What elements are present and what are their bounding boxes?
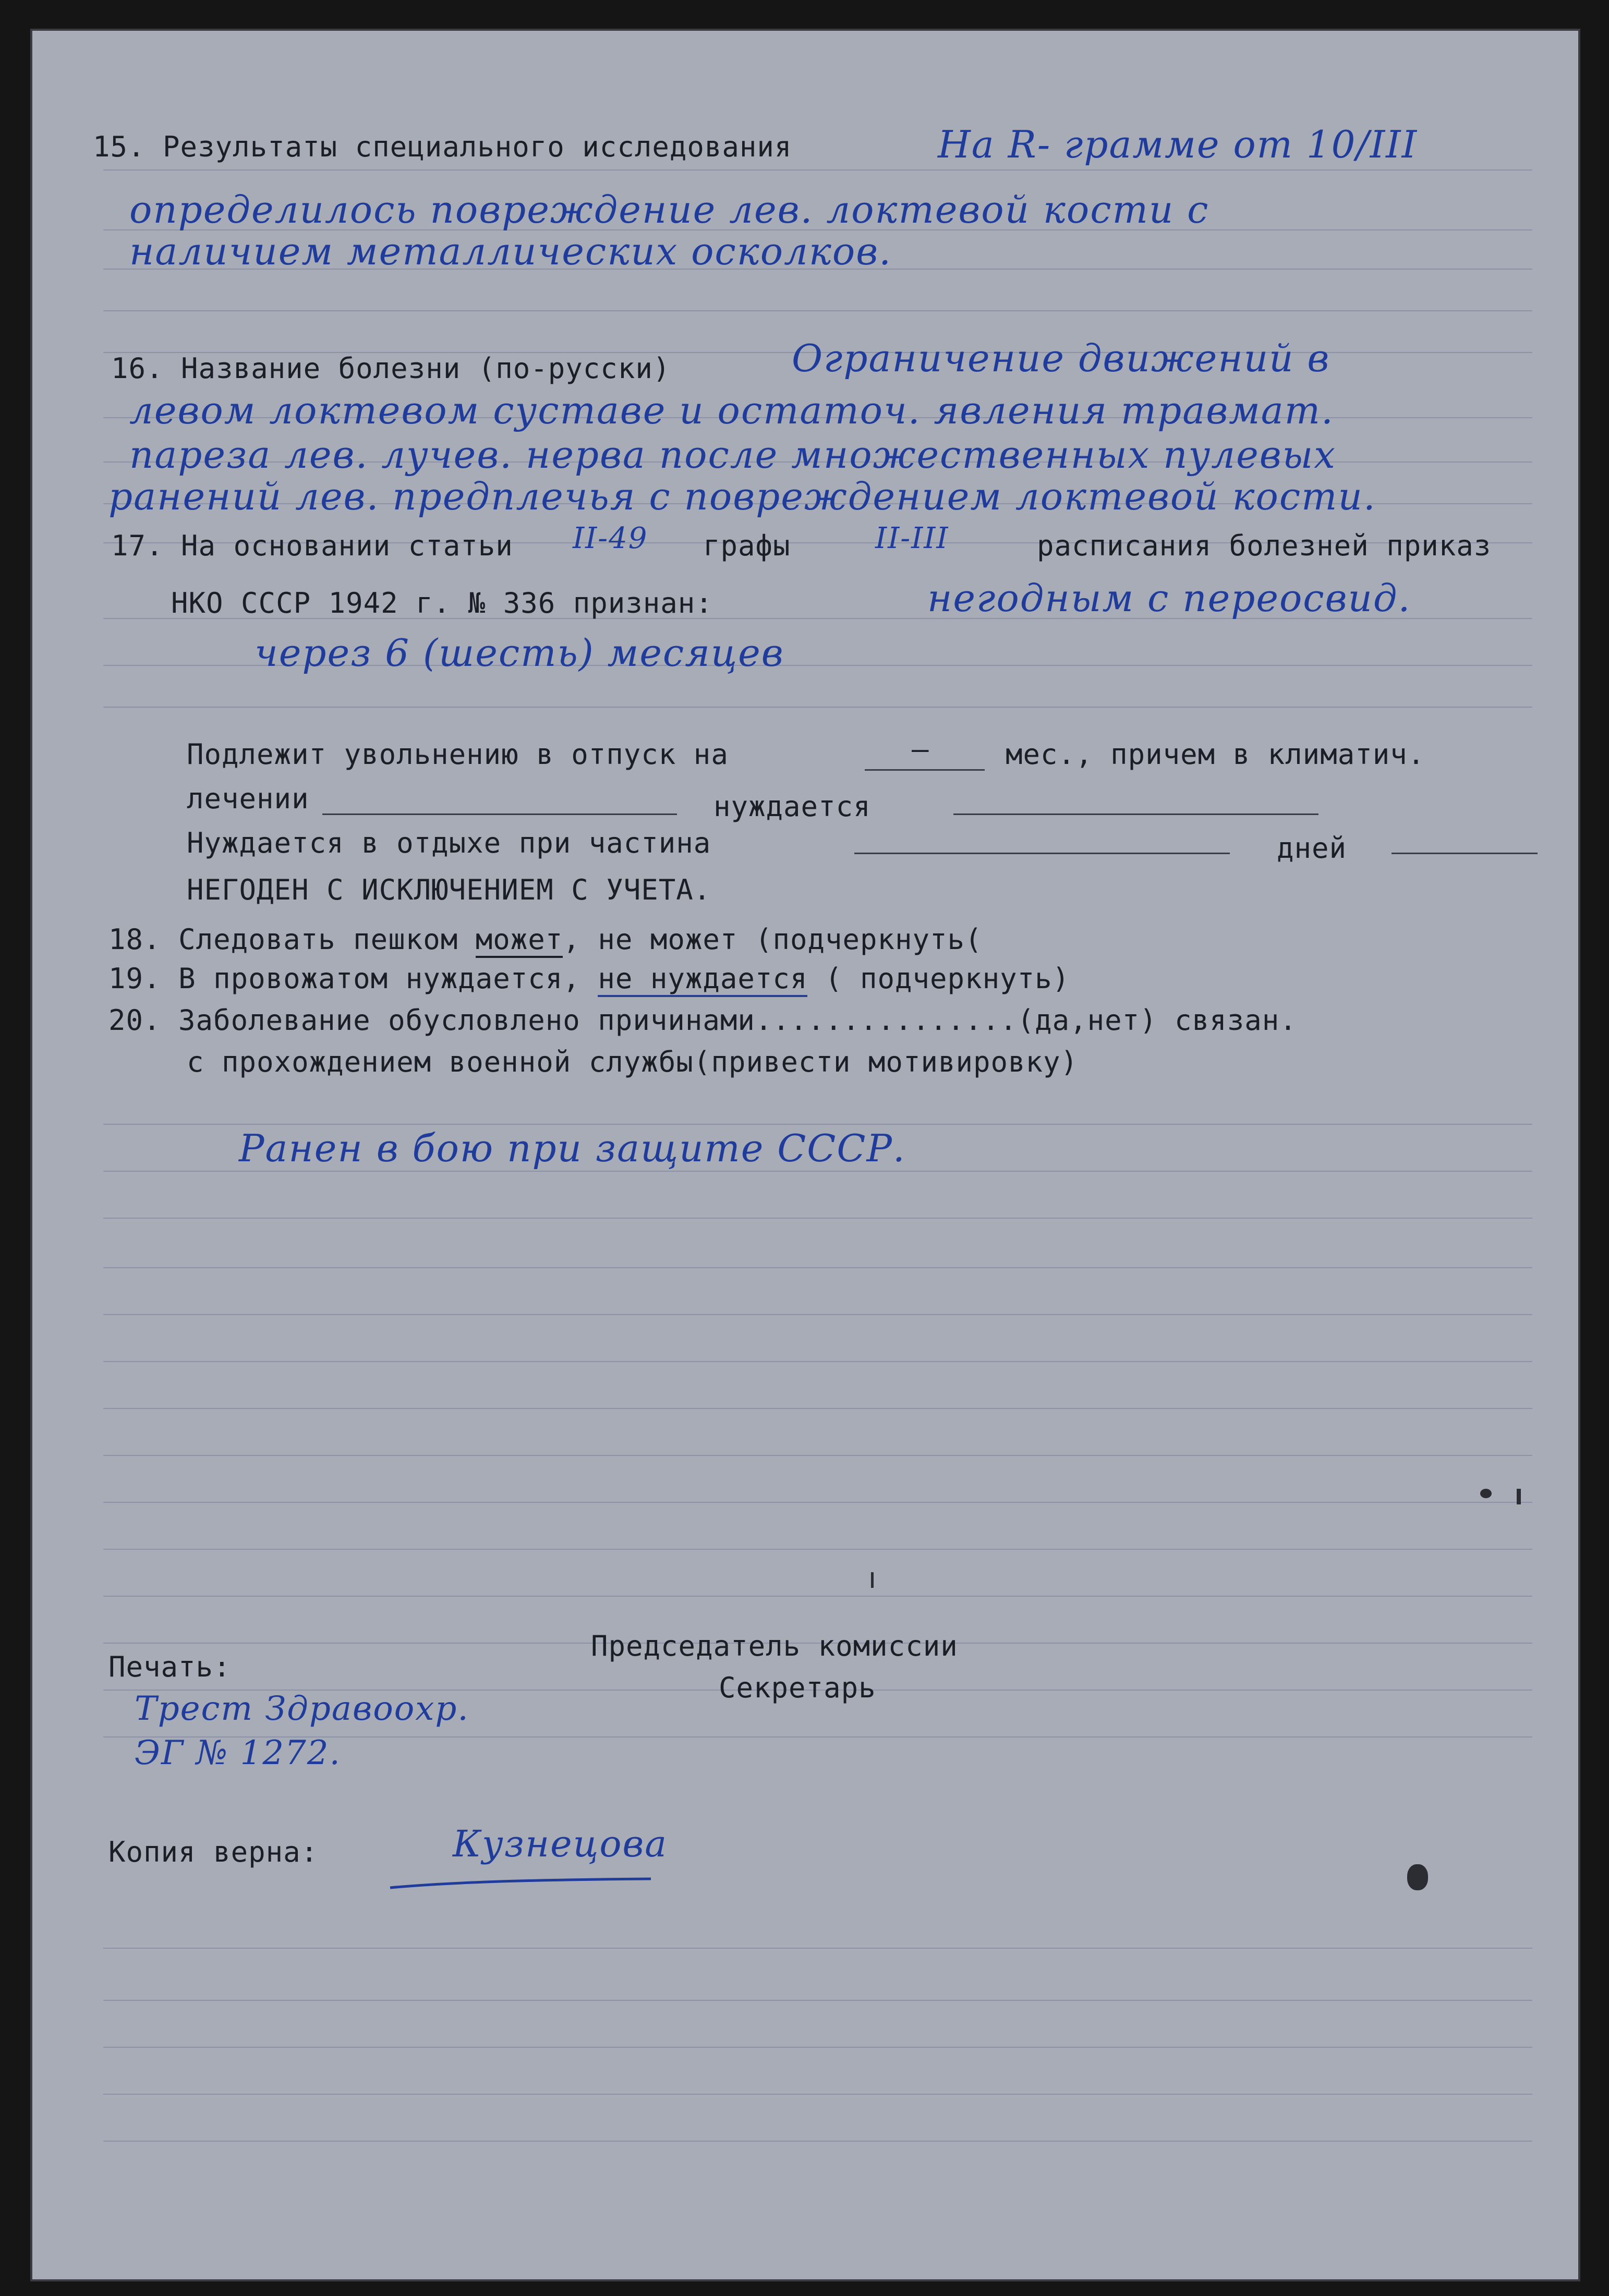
item18 bbox=[108, 923, 983, 956]
document-page bbox=[30, 29, 1580, 2281]
leave-months-blank bbox=[865, 769, 985, 771]
item15-handwriting-3: наличием металлических осколков. bbox=[129, 229, 892, 273]
item16-handwriting-4: ранений лев. предплечья с повреждением локтевой кости. bbox=[108, 475, 1376, 518]
item17-order: НКО СССР 1942 г. № 336 признан: bbox=[171, 587, 713, 619]
ruled-line bbox=[103, 310, 1532, 311]
item18-underlined-choice: может bbox=[476, 923, 563, 958]
ruled-line bbox=[103, 1218, 1532, 1219]
item18-number: 18. bbox=[108, 923, 161, 956]
leave-line-2a: лечении bbox=[187, 782, 309, 815]
signature: Кузнецова bbox=[453, 1823, 668, 1865]
item16-handwriting-1: Ограничение движений в bbox=[792, 336, 1330, 380]
item16-handwriting-3: пареза лев. лучев. нерва после множественных пулевых bbox=[129, 433, 1336, 477]
secretary-label: Секретарь bbox=[719, 1671, 876, 1704]
ruled-line bbox=[103, 1455, 1532, 1456]
seal-handwriting-1: Трест Здравоохр. bbox=[135, 1690, 469, 1728]
leave-treatment-blank bbox=[322, 813, 677, 815]
ruled-line bbox=[103, 2000, 1532, 2001]
ruled-line bbox=[103, 1596, 1532, 1597]
ruled-line bbox=[103, 1948, 1532, 1949]
leave-line-1b: мес., причем в климатич. bbox=[1006, 738, 1425, 771]
signature-underline bbox=[385, 1869, 656, 1901]
item17-handwriting-1: негодным с переосвид. bbox=[927, 576, 1411, 620]
leave-line-1a: Подлежит увольнению в отпуск на bbox=[187, 738, 729, 771]
paper-mark bbox=[871, 1572, 874, 1588]
item20-line-2: с прохождением военной службы(привести мотивировку) bbox=[187, 1046, 1079, 1078]
item16-handwriting-2: левом локтевом суставе и остаточ. явления травмат. bbox=[129, 388, 1334, 432]
item18-text-c: , не может (подчеркнуть( bbox=[563, 923, 983, 956]
leave-days-blank bbox=[1392, 853, 1538, 854]
item17-article: II-49 bbox=[573, 521, 648, 555]
chairman-label: Председатель комиссии bbox=[591, 1630, 958, 1662]
item17-label-c: расписания болезней приказ bbox=[1037, 529, 1492, 562]
item19-text-c: ( подчеркнуть) bbox=[825, 962, 1070, 995]
leave-unfit: НЕГОДЕН С ИСКЛЮЧЕНИЕМ С УЧЕТА. bbox=[187, 873, 711, 906]
item17-handwriting-2: через 6 (шесть) месяцев bbox=[255, 631, 784, 675]
ruled-line bbox=[103, 169, 1532, 171]
item19-underlined-choice: не нуждается bbox=[598, 962, 807, 997]
ruled-line bbox=[103, 2047, 1532, 2048]
ruled-line bbox=[103, 1267, 1532, 1268]
item16-label: 16. Название болезни (по-русски) bbox=[111, 352, 671, 385]
ruled-line bbox=[103, 1502, 1532, 1503]
item17-label-a: 17. На основании статьи bbox=[111, 529, 513, 562]
leave-rest-blank bbox=[854, 853, 1230, 854]
item20-line-1: 20. Заболевание обусловлено причинами...............(да,нет) связан. bbox=[108, 1004, 1297, 1037]
item17-label-b: графы bbox=[703, 529, 791, 562]
ruled-line bbox=[103, 1171, 1532, 1172]
item17-column: II-III bbox=[875, 521, 949, 555]
leave-line-3b: дней bbox=[1277, 832, 1347, 865]
ruled-line bbox=[103, 1549, 1532, 1550]
paper-mark bbox=[1407, 1864, 1428, 1890]
item19-text-a: В провожатом нуждается, bbox=[178, 962, 580, 995]
item15-handwriting-1: На R- грамме от 10/III bbox=[938, 123, 1418, 166]
item20-handwriting: Ранен в бою при защите СССР. bbox=[239, 1126, 906, 1170]
leave-needs-blank bbox=[953, 813, 1318, 815]
item18-text-a: Следовать пешком bbox=[178, 923, 458, 956]
ruled-line bbox=[103, 2141, 1532, 2142]
item15-handwriting-2: определилось повреждение лев. локтевой кости с bbox=[129, 188, 1209, 232]
leave-dash: — bbox=[912, 733, 929, 766]
ruled-line bbox=[103, 1408, 1532, 1409]
item15-label: 15. Результаты специального исследования bbox=[93, 130, 792, 163]
item19-number: 19. bbox=[108, 962, 161, 995]
leave-line-2b: нуждается bbox=[713, 790, 871, 823]
leave-line-3a: Нуждается в отдыхе при частина bbox=[187, 827, 711, 859]
copy-label: Копия верна: bbox=[108, 1836, 319, 1868]
item19 bbox=[108, 962, 1070, 995]
ruled-line bbox=[103, 1314, 1532, 1315]
seal-label: Печать: bbox=[108, 1650, 231, 1683]
ruled-line bbox=[103, 2094, 1532, 2095]
ruled-line bbox=[103, 1124, 1532, 1125]
seal-handwriting-2: ЭГ № 1272. bbox=[135, 1734, 341, 1772]
ruled-line bbox=[103, 707, 1532, 708]
paper-mark bbox=[1517, 1489, 1521, 1504]
paper-mark bbox=[1480, 1489, 1492, 1498]
ruled-line bbox=[103, 1361, 1532, 1362]
